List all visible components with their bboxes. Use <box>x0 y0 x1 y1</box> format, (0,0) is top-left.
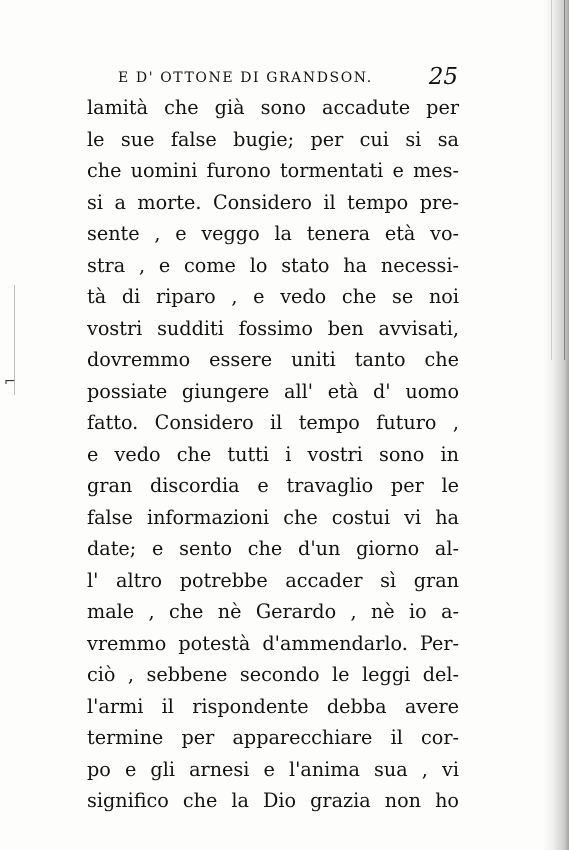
text-line: po e gli arnesi e l'anima sua , vi <box>87 757 459 781</box>
text-line: l'armi il rispondente debba avere <box>87 694 459 718</box>
running-head <box>118 64 458 92</box>
text-line: lamità che già sono accadute per <box>87 96 459 119</box>
running-title: E D' OTTONE DI GRANDSON. <box>118 70 373 86</box>
text-line: tà di riparo , e vedo che se noi <box>87 285 459 308</box>
text-line: sente , e veggo la tenera età vo- <box>87 222 459 245</box>
text-line: male , che nè Gerardo , nè io a- <box>87 600 459 623</box>
text-line: vremmo potestà d'ammendarlo. Per- <box>87 631 459 655</box>
text-line: false informazioni che costui vi ha <box>87 505 459 529</box>
text-line: che uomini furono tormentati e mes- <box>87 159 459 182</box>
margin-tick-mark: ⌐ <box>4 374 16 390</box>
text-line: si a morte. Considero il tempo pre- <box>87 190 459 214</box>
text-line: ciò , sebbene secondo le leggi del- <box>87 663 459 686</box>
page-edge-lines <box>551 0 565 360</box>
page-number: 25 <box>428 64 458 90</box>
text-line: vostri sudditi fossimo ben avvisati, <box>87 316 459 340</box>
body-text <box>87 92 459 817</box>
text-line: significo che la Dio grazia non ho <box>87 789 459 812</box>
text-line: gran discordia e travaglio per le <box>87 474 459 497</box>
text-line: l' altro potrebbe accader sì gran <box>87 568 459 592</box>
text-line: le sue false bugie; per cui si sa <box>87 127 459 151</box>
text-line: date; e sento che d'un giorno al- <box>87 537 459 560</box>
text-line: stra , e come lo stato ha necessi- <box>87 253 459 277</box>
text-line: possiate giungere all' età d' uomo <box>87 379 459 403</box>
text-line: dovremmo essere uniti tanto che <box>87 348 459 371</box>
text-line: e vedo che tutti i vostri sono in <box>87 442 459 466</box>
text-line: fatto. Considero il tempo futuro , <box>87 411 459 434</box>
text-line: termine per apparecchiare il cor- <box>87 726 459 749</box>
